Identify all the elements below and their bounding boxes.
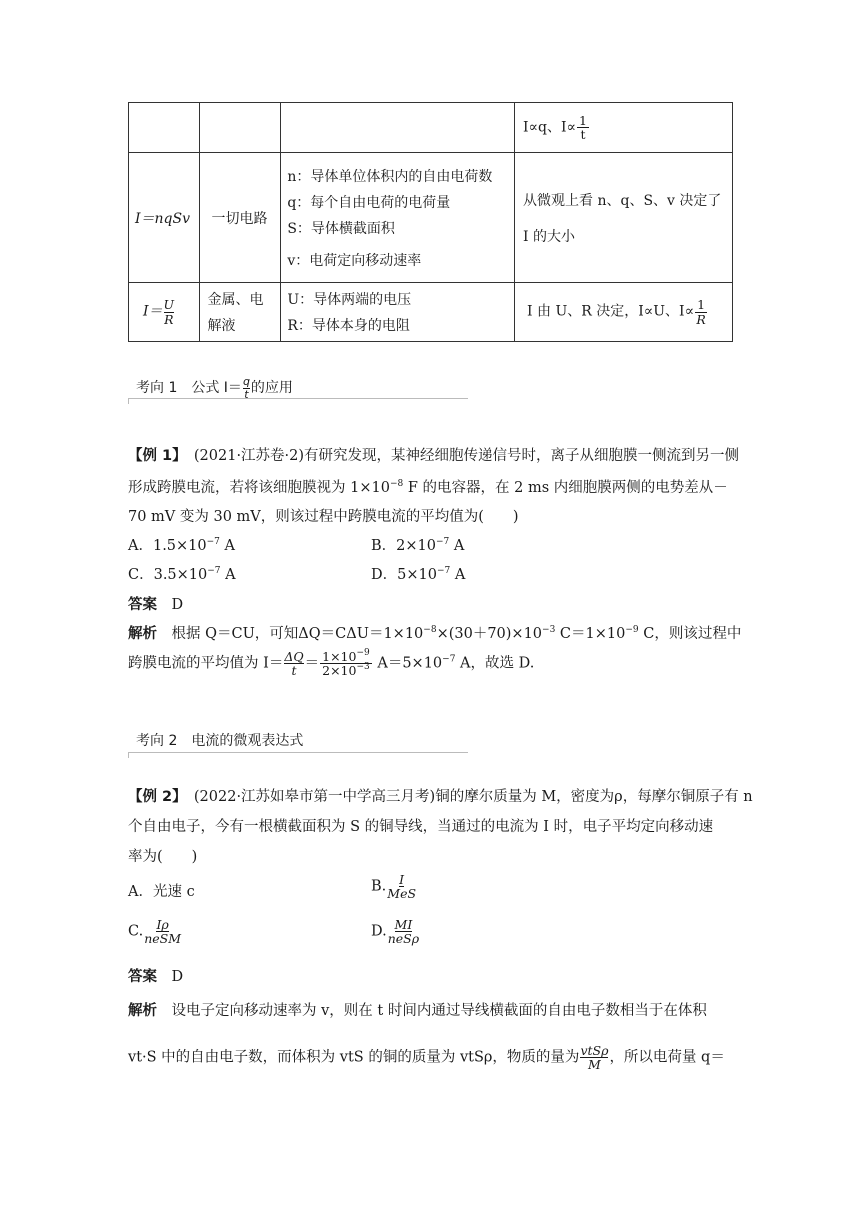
- scope-cell: 金属、电 解液: [199, 283, 281, 342]
- answer-label: 答案: [128, 969, 157, 985]
- example-2-line-1: 【例 2】 (2022·江苏如皋市第一中学高三月考)铜的摩尔质量为 M，密度为ρ，每摩尔铜原子有 n: [128, 789, 753, 805]
- meaning-line: n：导体单位体积内的自由电荷数: [287, 168, 493, 185]
- meaning-line: v：电荷定向移动速率: [287, 252, 422, 269]
- table-row: [129, 103, 733, 153]
- option-d[interactable]: D. $\frac{MI}{\text{neSρ}}$: [371, 917, 420, 947]
- example-1-line-3: 70 mV 变为 30 mV，则该过程中跨膜电流的平均值为( ): [128, 509, 519, 525]
- table-row: [129, 153, 733, 283]
- option-c[interactable]: C．$3.5\times 10^{-7}$ A: [128, 566, 236, 583]
- divider-tick: [128, 752, 129, 758]
- table-cell: [199, 103, 281, 153]
- formula-cell: I＝nqSv: [129, 153, 200, 283]
- meaning-line: S：导体横截面积: [287, 220, 395, 237]
- fraction: $\frac{\Delta Q}{t}$: [284, 649, 304, 679]
- answer-value: D: [171, 969, 184, 985]
- example-2-line-3: 率为( ): [128, 849, 198, 865]
- example-1-line-2: 形成跨膜电流，若将该细胞膜视为 $1\times 10^{-8}$ F 的电容器，在 2 ms 内细胞膜两侧的电势差从－: [128, 479, 728, 496]
- fraction: $\frac{\text{vtSρ}}{M}$: [580, 1043, 609, 1073]
- answer-label: 答案: [128, 597, 157, 613]
- analysis-2-line-2: vt·S 中的自由电子数，而体积为 vtS 的铜的质量为 vtSρ，物质的量为 $\frac{\text{vtSρ}}{M}$ ，所以电荷量 q＝: [128, 1043, 725, 1073]
- fraction: $\frac{MI}{\text{neSρ}}$: [387, 917, 420, 947]
- analysis-label: 解析: [128, 1003, 157, 1019]
- divider: [128, 398, 468, 399]
- section-header-1: [128, 374, 468, 404]
- relation-text: I∝q、I∝: [523, 119, 577, 136]
- fraction: $\frac{q}{t}$: [242, 375, 250, 401]
- analysis-2-line-1: 解析 设电子定向移动速率为 v，则在 t 时间内通过导线横截面的自由电子数相当于在体积: [128, 1003, 707, 1019]
- section-title: 考向 1 公式 I＝: [136, 380, 242, 397]
- option-b[interactable]: B．$2\times 10^{-7}$ A: [371, 537, 465, 554]
- fraction: $\frac{1}{t}$: [579, 112, 587, 142]
- example-tag: 【例 1】: [128, 448, 180, 464]
- option-b[interactable]: B. $\frac{I}{\text{MeS}}$: [371, 872, 417, 902]
- fraction: $\frac{I}{\text{MeS}}$: [387, 872, 417, 902]
- option-a[interactable]: A．光速 c: [128, 884, 195, 900]
- meaning-line: U：导体两端的电压: [287, 292, 412, 308]
- meaning-cell: [281, 153, 515, 283]
- meaning-line: R：导体本身的电阻: [287, 318, 410, 334]
- meaning-cell: [281, 283, 515, 342]
- analysis-1-line-1: 解析 根据 Q＝CU，可知$\Delta Q=C\Delta U=1\times 10^{-8}\times(30+70)\times 10^{-3}$ $C=1\times 10^{-9}$ C，则该过程中: [128, 625, 742, 642]
- answer-1: [128, 593, 183, 614]
- section-title-suffix: 的应用: [250, 380, 293, 397]
- option-d[interactable]: D．$5\times 10^{-7}$ A: [371, 566, 466, 583]
- fraction: $\frac{1\times 10^{-9}}{2\times 10^{-3}}$: [322, 648, 370, 679]
- formula-table: [128, 102, 733, 342]
- section-header-2: [128, 728, 468, 758]
- conclusion-line: 从微观上看 n、q、S、v 决定了: [523, 192, 722, 209]
- conclusion-line: I 的大小: [523, 228, 576, 245]
- example-1-line-1: 【例 1】 (2021·江苏卷·2)有研究发现，某神经细胞传递信号时，离子从细胞膜一侧流到另一侧: [128, 448, 740, 464]
- answer-2: [128, 965, 183, 986]
- analysis-1-line-2: 跨膜电流的平均值为 I＝ $\frac{\Delta Q}{t}$ ＝ $\frac{1\times 10^{-9}}{2\times 10^{-3}}$ $A=5\times 10^{-7}$ A，故选 D.: [128, 648, 535, 679]
- conclusion-cell: [515, 153, 733, 283]
- option-c[interactable]: C. $\frac{I\rho}{\text{neSM}}$: [128, 917, 181, 947]
- option-a[interactable]: A．$1.5\times 10^{-7}$ A: [128, 537, 236, 554]
- fraction: $\frac{I\rho}{\text{neSM}}$: [144, 917, 181, 947]
- fraction: $\frac{U}{R}$: [163, 297, 175, 327]
- table-row: [129, 283, 733, 342]
- meaning-line: q：每个自由电荷的电荷量: [287, 194, 451, 211]
- formula-cell: I＝ $\frac{U}{R}$: [129, 283, 200, 342]
- table-cell: [281, 103, 515, 153]
- conclusion-cell: I 由 U、R 决定，I∝U、I∝ $\frac{1}{R}$: [515, 283, 733, 342]
- scope-cell: 一切电路: [199, 153, 281, 283]
- fraction: $\frac{1}{R}$: [696, 297, 706, 327]
- section-title: 考向 2 电流的微观表达式: [136, 733, 304, 749]
- divider: [128, 752, 468, 753]
- analysis-label: 解析: [128, 626, 157, 642]
- answer-value: D: [171, 597, 184, 613]
- divider-tick: [128, 398, 129, 404]
- table-cell: [515, 103, 733, 153]
- example-2-line-2: 个自由电子，今有一根横截面积为 S 的铜导线，当通过的电流为 I 时，电子平均定向移动速: [128, 819, 714, 835]
- table-cell: [129, 103, 200, 153]
- example-tag: 【例 2】: [128, 789, 180, 805]
